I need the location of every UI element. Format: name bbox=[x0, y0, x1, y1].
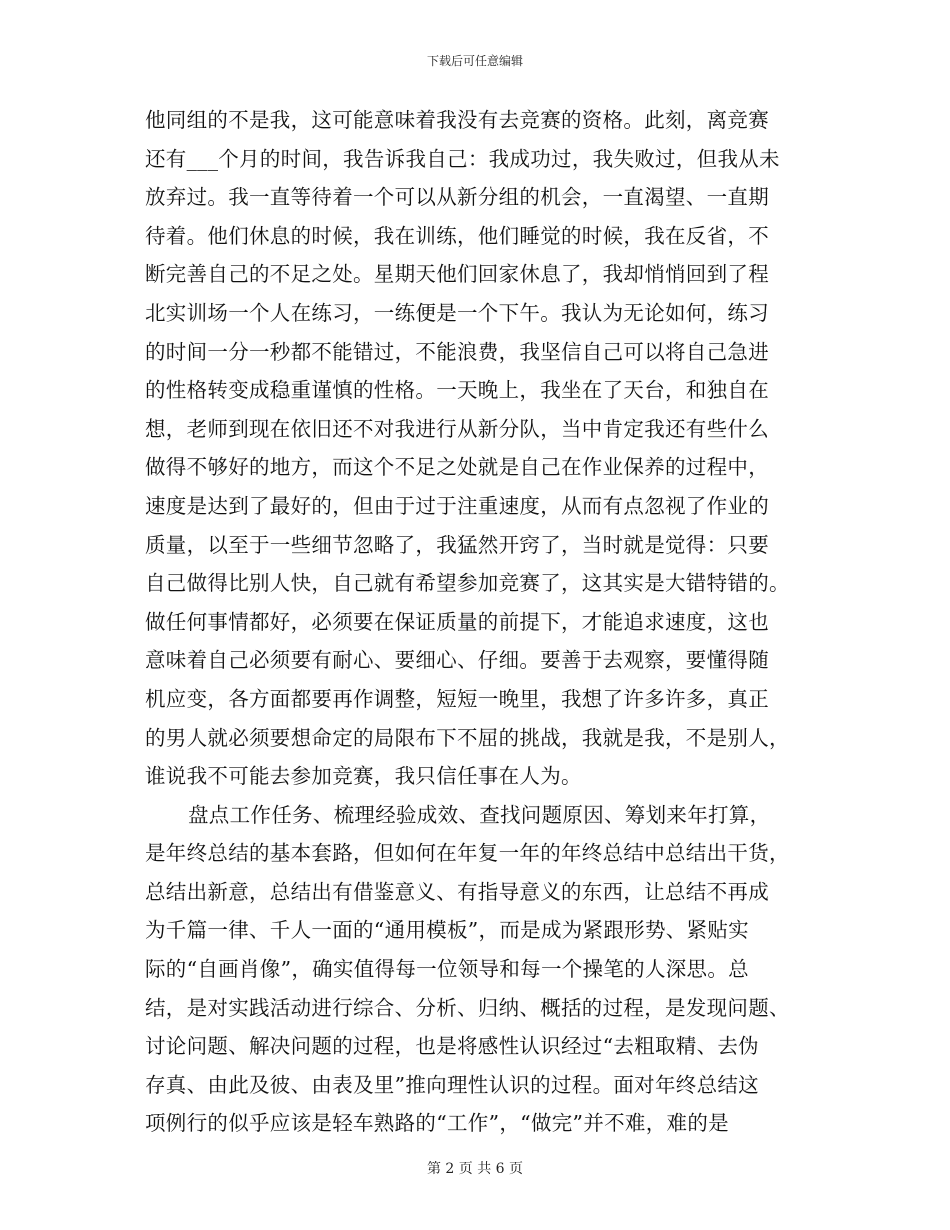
text-line: 际的“自画肖像”，确实值得每一位领导和每一个操笔的人深思。总 bbox=[145, 957, 749, 982]
text-line: 机应变，各方面都要再作调整，短短一晚里，我想了许多许多，真正 bbox=[145, 686, 769, 711]
text-line: 总结出新意，总结出有借鉴意义、有指导意义的东西，让总结不再成 bbox=[145, 879, 769, 904]
text-line: 讨论问题、解决问题的过程，也是将感性认识经过“去粗取精、去伪 bbox=[145, 1034, 759, 1059]
text-line: 待着。他们休息的时候，我在训练，他们睡觉的时候，我在反省，不 bbox=[145, 223, 769, 248]
text-line: 项例行的似乎应该是轻车熟路的“工作”，“做完”并不难，难的是 bbox=[145, 1111, 729, 1136]
text-line: 的男人就必须要想命定的局限布下不屈的挑战，我就是我，不是别人， bbox=[145, 725, 790, 750]
paragraph-start-line: 盘点工作任务、梳理经验成效、查找问题原因、筹划来年打算， bbox=[188, 802, 771, 827]
text-line: 为千篇一律、千人一面的“通用模板”，而是成为紧跟形势、紧贴实 bbox=[145, 918, 749, 943]
text-line: 想，老师到现在依旧还不对我进行从新分队，当中肯定我还有些什么 bbox=[145, 416, 769, 441]
page-footer: 第 2 页 共 6 页 bbox=[426, 1161, 524, 1177]
text-line: 的性格转变成稳重谨慎的性格。一天晚上，我坐在了天台，和独自在 bbox=[145, 378, 769, 403]
text-line: 结，是对实践活动进行综合、分析、归纳、概括的过程，是发现问题、 bbox=[145, 995, 790, 1020]
text-line: 意味着自己必须要有耐心、要细心、仔细。要善于去观察，要懂得随 bbox=[145, 648, 769, 673]
text-line: 的时间一分一秒都不能错过，不能浪费，我坚信自己可以将自己急进 bbox=[145, 339, 769, 364]
text-line: 还有___个月的时间，我告诉我自己：我成功过，我失败过，但我从未 bbox=[145, 146, 780, 171]
body-text bbox=[145, 101, 795, 1143]
text-line: 速度是达到了最好的，但由于过于注重速度，从而有点忽视了作业的 bbox=[145, 493, 769, 518]
text-line: 他同组的不是我，这可能意味着我没有去竞赛的资格。此刻，离竞赛 bbox=[145, 108, 769, 132]
text-line: 谁说我不可能去参加竞赛，我只信任事在人为。 bbox=[145, 764, 582, 789]
text-line: 北实训场一个人在练习，一练便是一个下午。我认为无论如何，练习 bbox=[145, 300, 769, 325]
text-line: 是年终总结的基本套路，但如何在年复一年的年终总结中总结出干货， bbox=[145, 841, 790, 866]
text-line: 质量，以至于一些细节忽略了，我猛然开窍了，当时就是觉得：只要 bbox=[145, 532, 769, 557]
text-line: 存真、由此及彼、由表及里”推向理性认识的过程。面对年终总结这 bbox=[145, 1072, 759, 1097]
text-line: 自己做得比别人快，自己就有希望参加竞赛了，这其实是大错特错的。 bbox=[145, 571, 790, 596]
text-line: 做得不够好的地方，而这个不足之处就是自己在作业保养的过程中， bbox=[145, 455, 769, 480]
page-header: 下载后可任意编辑 bbox=[426, 54, 523, 68]
text-line: 放弃过。我一直等待着一个可以从新分组的机会，一直渴望、一直期 bbox=[145, 185, 769, 210]
text-line: 断完善自己的不足之处。星期天他们回家休息了，我却悄悄回到了程 bbox=[145, 262, 769, 287]
text-line: 做任何事情都好，必须要在保证质量的前提下，才能追求速度，这也 bbox=[145, 609, 769, 634]
